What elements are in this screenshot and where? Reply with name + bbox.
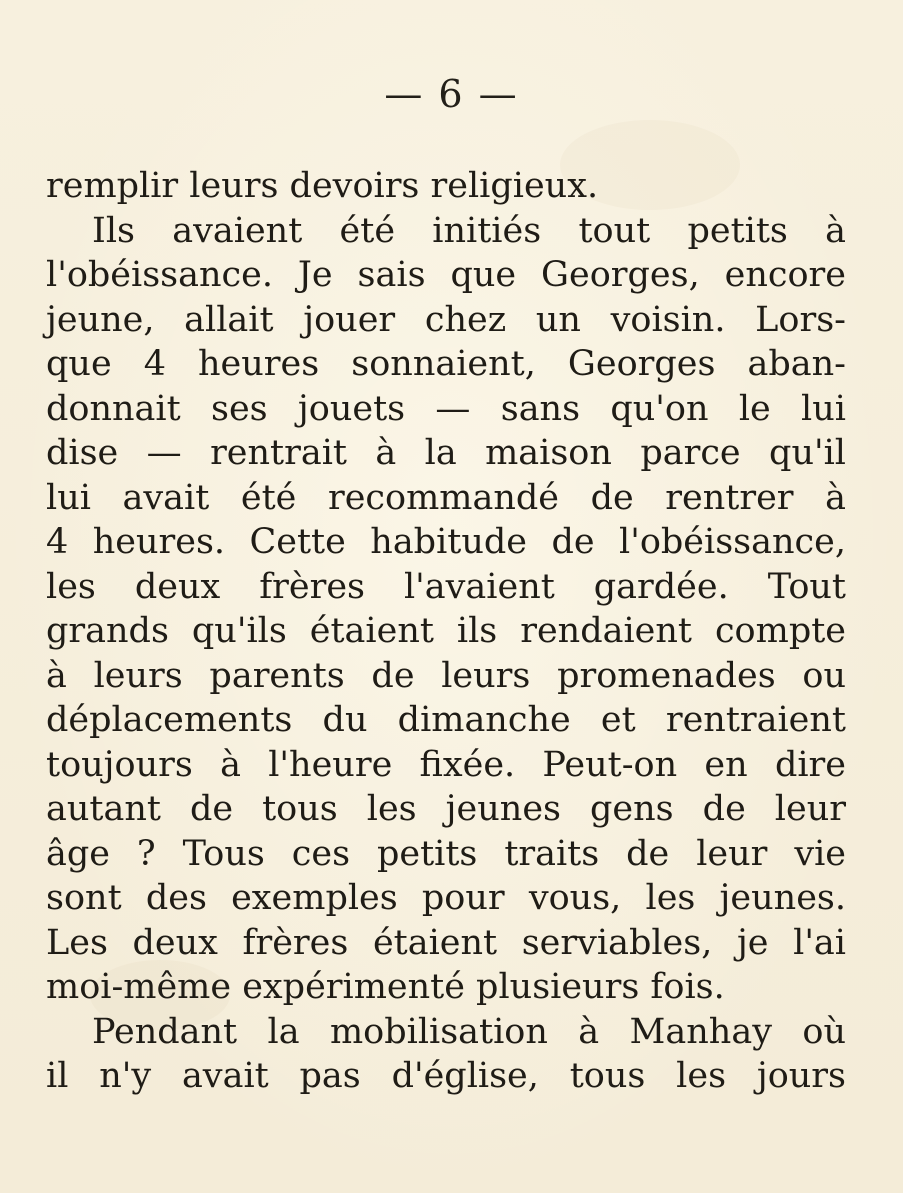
text-line: jeune, allait jouer chez un voisin. Lors- (46, 299, 846, 340)
text-line: lui avait été recommandé de rentrer à (46, 477, 846, 518)
page-number: — 6 — (384, 72, 519, 116)
text-line: remplir leurs devoirs religieux. (46, 166, 599, 206)
text-line: moi-même expérimenté plusieurs fois. (46, 967, 725, 1007)
text-line: Les deux frères étaient serviables, je l'ai (46, 922, 846, 963)
text-line: autant de tous les jeunes gens de leur (46, 789, 846, 829)
text-line: âge ? Tous ces petits traits de leur vie (46, 833, 846, 874)
text-line: déplacements du dimanche et rentraient (46, 700, 846, 740)
text-line: toujours à l'heure fixée. Peut-on en dire (46, 744, 846, 785)
text-line: que 4 heures sonnaient, Georges aban- (46, 344, 846, 384)
text-line: grands qu'ils étaient ils rendaient compte (46, 611, 846, 651)
text-line: Pendant la mobilisation à Manhay où (92, 1011, 846, 1052)
text-line: dise — rentrait à la maison parce qu'il (46, 433, 846, 473)
text-line: l'obéissance. Je sais que Georges, encore (46, 255, 846, 295)
body-text (46, 164, 846, 1099)
text-line: à leurs parents de leurs promenades ou (46, 655, 846, 696)
text-line: donnait ses jouets — sans qu'on le lui (46, 388, 846, 429)
text-line: il n'y avait pas d'église, tous les jours (46, 1056, 846, 1096)
text-line: les deux frères l'avaient gardée. Tout (46, 566, 846, 607)
text-line: sont des exemples pour vous, les jeunes. (46, 878, 846, 918)
text-line: 4 heures. Cette habitude de l'obéissance, (46, 522, 846, 562)
text-line: Ils avaient été initiés tout petits à (92, 210, 846, 251)
